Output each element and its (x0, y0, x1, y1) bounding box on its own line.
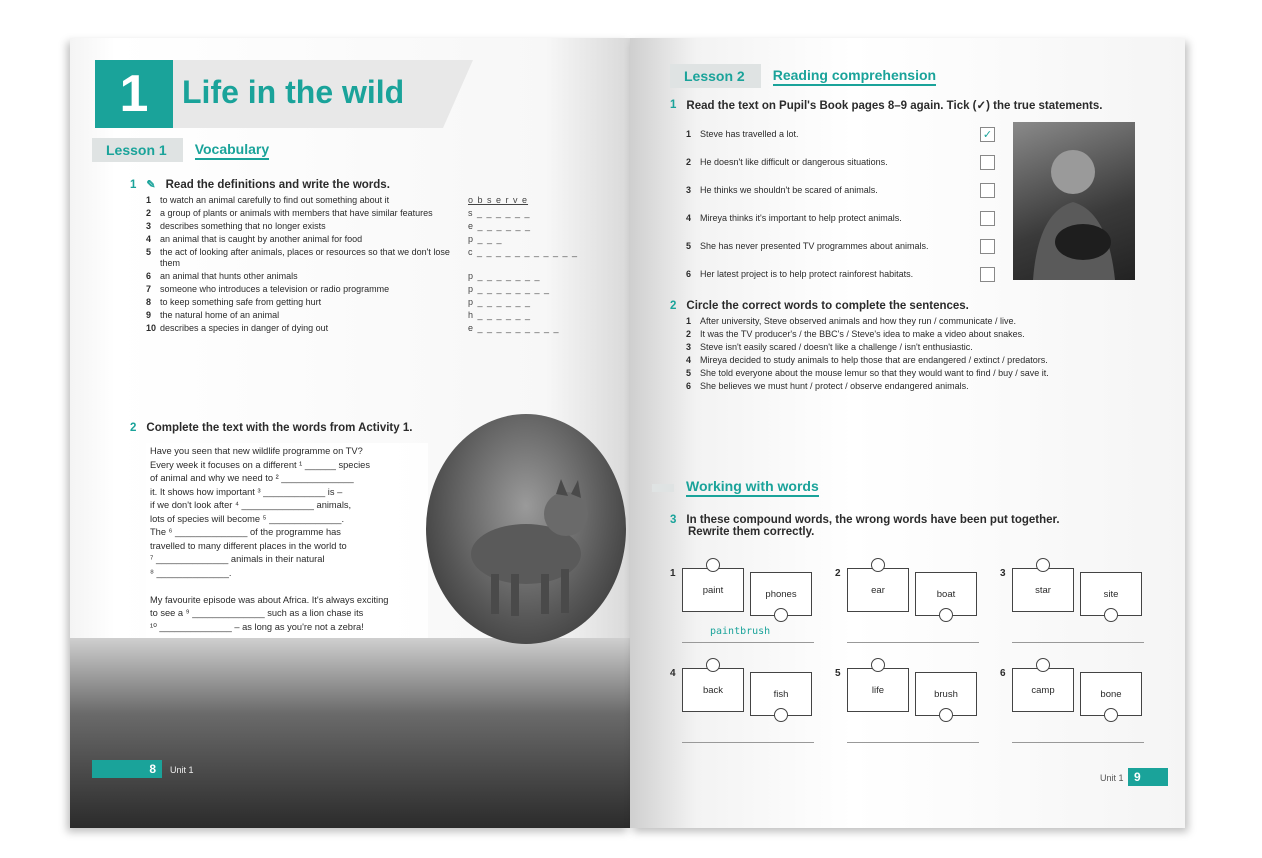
item-number: 5 (686, 241, 692, 251)
lesson-header (670, 64, 936, 88)
lesson-label: Lesson 2 (670, 64, 761, 88)
puzzle-knob (706, 558, 720, 572)
puzzle-piece-left: ear (847, 568, 909, 612)
statement-text: Steve has travelled a lot. (700, 129, 799, 139)
item-number: 4 (686, 355, 692, 365)
exercise-number: 2 (130, 422, 137, 434)
tick-box[interactable] (980, 155, 995, 170)
item-number: 6 (146, 271, 152, 281)
statement-text: Her latest project is to help protect rainforest habitats. (700, 269, 914, 279)
exercise-title-line-1: In these compound words, the wrong words have been put together. (686, 514, 1060, 526)
answer-blank[interactable]: p _ _ _ _ _ _ _ (468, 271, 541, 281)
definition-text: an animal that hunts other animals (160, 271, 298, 281)
answer-line[interactable] (847, 642, 979, 643)
tick-box[interactable]: ✓ (980, 127, 995, 142)
definition-row (146, 284, 610, 295)
answer-line[interactable] (847, 742, 979, 743)
steve-photo (1013, 122, 1135, 280)
answer-blank[interactable]: p _ _ _ (468, 234, 503, 244)
sentence-row (686, 381, 1170, 392)
footer-unit: Unit 1 (1100, 773, 1124, 783)
definition-text: describes a species in danger of dying out (160, 323, 329, 333)
puzzle-knob (1104, 708, 1118, 722)
text-line: My favourite episode was about Africa. It's always exciting (150, 594, 389, 605)
exercise-number: 1 (130, 178, 137, 191)
lesson-label: Lesson 1 (92, 138, 183, 162)
exercise-1 (670, 98, 1170, 112)
exercise-number: 2 (670, 300, 677, 312)
answer-blank[interactable]: o b s e r v e (468, 195, 529, 205)
statement-row (686, 148, 1006, 176)
tick-box[interactable] (980, 267, 995, 282)
statement-row (686, 176, 1006, 204)
text-line: ¹⁰ ______________ – as long as you're not a zebra! (150, 621, 364, 632)
footer-unit: Unit 1 (170, 765, 194, 775)
sentence-row (686, 368, 1170, 379)
definition-row (146, 234, 610, 245)
definition-text: someone who introduces a television or radio programme (160, 284, 390, 294)
lesson-header (92, 138, 269, 162)
sentence-text: She told everyone about the mouse lemur so that they would want to find / buy / save it. (700, 368, 1049, 378)
wolf-illustration (426, 414, 626, 644)
puzzle-knob (871, 658, 885, 672)
definition-row (146, 310, 610, 321)
page-number: 9 (1128, 768, 1168, 786)
text-line: ⁷ ______________ animals in their natural (150, 554, 325, 564)
item-number: 1 (146, 195, 152, 205)
sentence-text: Mireya decided to study animals to help those that are endangered / extinct / predators. (700, 355, 1048, 365)
working-header (652, 478, 819, 497)
right-page (630, 38, 1185, 828)
item-number: 7 (146, 284, 152, 294)
page-number: 8 (92, 760, 162, 778)
text-line: Have you seen that new wildlife programme on TV? (150, 446, 363, 456)
text-line: to see a ⁹ ______________ such as a lion chase its (150, 608, 364, 618)
statement-row (686, 204, 1006, 232)
sentence-text: After university, Steve observed animals and how they run / communicate / live. (700, 316, 1016, 326)
sentence-row (686, 316, 1170, 327)
unit-number: 1 (95, 60, 173, 128)
exercise-2 (130, 422, 430, 434)
puzzle-knob (706, 658, 720, 672)
item-number: 4 (686, 213, 692, 223)
puzzle-piece-left: life (847, 668, 909, 712)
item-number: 2 (686, 157, 692, 167)
tick-list (686, 120, 1006, 288)
item-number: 8 (146, 297, 152, 307)
answer-blank[interactable]: c _ _ _ _ _ _ _ _ _ _ _ (468, 247, 579, 257)
definition-text: a group of plants or animals with members that have similar features (160, 208, 433, 218)
puzzle-piece-right: brush (915, 672, 977, 716)
exercise-title: Circle the correct words to complete the sentences. (686, 300, 969, 312)
circle-sentence-list (670, 316, 1170, 392)
definition-text: to watch an animal carefully to find out something about it (160, 195, 390, 205)
item-number: 3 (686, 185, 692, 195)
sentence-row (686, 355, 1170, 366)
text-line: lots of species will become ⁵ ______________. (150, 513, 345, 524)
item-number: 1 (686, 129, 692, 139)
statement-row (686, 120, 1006, 148)
sentence-row (686, 329, 1170, 340)
puzzle-piece-right: phones (750, 572, 812, 616)
text-line: it. It shows how important ³ ____________ is – (150, 486, 343, 497)
item-number: 6 (686, 269, 692, 279)
answer-line[interactable] (1012, 642, 1144, 643)
statement-text: Mireya thinks it's important to help protect animals. (700, 213, 902, 223)
definition-text: describes something that no longer exists (160, 221, 326, 231)
statement-row (686, 260, 1006, 288)
unit-title: Life in the wild (182, 74, 405, 110)
puzzle-piece-left: back (682, 668, 744, 712)
text-line: ⁸ ______________. (150, 567, 232, 578)
item-number: 4 (146, 234, 152, 244)
item-number: 10 (146, 323, 157, 333)
sentence-text: It was the TV producer's / the BBC's / Steve's idea to make a video about snakes. (700, 329, 1025, 339)
puzzle-piece-right: boat (915, 572, 977, 616)
puzzle-piece-right: site (1080, 572, 1142, 616)
definition-list (130, 195, 610, 334)
book-icon: ✎ (146, 179, 156, 191)
wolf-photo (426, 414, 626, 644)
puzzle-number: 4 (670, 668, 676, 679)
text-line: The ⁶ ______________ of the programme has (150, 527, 341, 537)
item-number: 1 (686, 316, 692, 326)
exercise-number: 3 (670, 514, 677, 526)
puzzle-knob (939, 708, 953, 722)
exercise-title: Read the text on Pupil's Book pages 8–9 again. Tick (✓) the true statements. (686, 100, 1103, 112)
answer-blank[interactable]: e _ _ _ _ _ _ _ _ _ (468, 323, 560, 333)
text-line: travelled to many different places in the world to (150, 540, 347, 551)
puzzle-piece-right: fish (750, 672, 812, 716)
answer-line[interactable] (682, 742, 814, 743)
item-number: 5 (146, 247, 152, 257)
definition-row (146, 247, 610, 269)
answer-line[interactable] (682, 642, 814, 643)
definition-text: the natural home of an animal (160, 310, 280, 320)
puzzle-piece-left: camp (1012, 668, 1074, 712)
left-page (70, 38, 630, 828)
puzzle-knob (871, 558, 885, 572)
answer-blank[interactable]: p _ _ _ _ _ _ _ _ (468, 284, 551, 294)
statement-row (686, 232, 1006, 260)
text-line (150, 580, 424, 594)
tick-box[interactable] (980, 239, 995, 254)
definition-row (146, 195, 610, 206)
lesson-name: Vocabulary (195, 141, 269, 160)
forest-photo (70, 638, 630, 828)
sentence-text: Steve isn't easily scared / doesn't like a challenge / isn't enthusiastic. (700, 342, 973, 352)
answer-blank[interactable]: p _ _ _ _ _ _ (468, 297, 532, 307)
puzzle-knob (1036, 658, 1050, 672)
exercise-title: Read the definitions and write the words. (165, 178, 390, 191)
person-with-animal-illustration (1013, 122, 1135, 280)
tick-box[interactable] (980, 183, 995, 198)
exercise-3 (670, 514, 1170, 538)
puzzle-knob (774, 708, 788, 722)
tick-box[interactable] (980, 211, 995, 226)
lesson-name: Reading comprehension (773, 67, 936, 86)
statement-text: He doesn't like difficult or dangerous situations. (700, 157, 888, 167)
definition-row (146, 297, 610, 308)
sentence-text: She believes we must hunt / protect / observe endangered animals. (700, 381, 969, 391)
text-line: if we don't look after ⁴ ______________ animals, (150, 500, 352, 510)
answer-text: paintbrush (710, 626, 771, 637)
puzzle-piece-left: star (1012, 568, 1074, 612)
definition-row (146, 208, 610, 219)
puzzle-piece-left: paint (682, 568, 744, 612)
puzzle-number: 5 (835, 668, 841, 679)
statement-text: He thinks we shouldn't be scared of animals. (700, 185, 878, 195)
puzzle-knob (1104, 608, 1118, 622)
puzzle-knob (1036, 558, 1050, 572)
exercise-title-line-2: Rewrite them correctly. (688, 526, 815, 538)
puzzle-knob (939, 608, 953, 622)
exercise-number: 1 (670, 99, 677, 111)
text-line: of animal and why we need to ² ______________ (150, 473, 354, 483)
puzzle-knob (774, 608, 788, 622)
item-number: 5 (686, 368, 692, 378)
definition-row (146, 221, 610, 232)
puzzle-number: 1 (670, 568, 676, 579)
sentence-row (686, 342, 1170, 353)
item-number: 6 (686, 381, 692, 391)
puzzle-number: 6 (1000, 668, 1006, 679)
answer-line[interactable] (1012, 742, 1144, 743)
exercise-title: Complete the text with the words from Activity 1. (146, 422, 413, 434)
puzzle-number: 3 (1000, 568, 1006, 579)
definition-row (146, 271, 610, 282)
item-number: 2 (686, 329, 692, 339)
open-workbook (70, 38, 1190, 828)
item-number: 9 (146, 310, 152, 320)
definition-text: the act of looking after animals, places or resources so that we don't lose them (160, 247, 450, 268)
definition-row (146, 323, 610, 334)
definition-text: to keep something safe from getting hurt (160, 297, 322, 307)
item-number: 3 (686, 342, 692, 352)
item-number: 2 (146, 208, 152, 218)
answer-blank[interactable]: h _ _ _ _ _ _ (468, 310, 532, 320)
definition-text: an animal that is caught by another animal for food (160, 234, 363, 244)
text-line: Every week it focuses on a different ¹ ______ species (150, 459, 370, 470)
answer-blank[interactable]: s _ _ _ _ _ _ (468, 208, 531, 218)
item-number: 3 (146, 221, 152, 231)
puzzle-number: 2 (835, 568, 841, 579)
working-title: Working with words (686, 478, 819, 497)
exercise-2 (670, 300, 1170, 392)
working-tab (652, 484, 674, 492)
answer-blank[interactable]: e _ _ _ _ _ _ (468, 221, 532, 231)
exercise-1 (130, 178, 610, 334)
puzzle-piece-right: bone (1080, 672, 1142, 716)
statement-text: She has never presented TV programmes about animals. (700, 241, 929, 251)
gap-fill-text (146, 443, 428, 668)
